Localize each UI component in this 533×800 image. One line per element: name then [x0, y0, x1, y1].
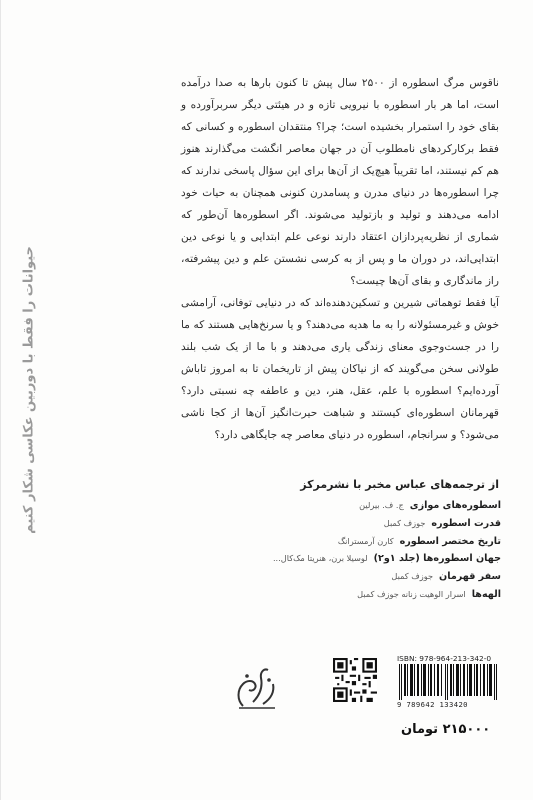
- list-item: [253, 518, 501, 536]
- publisher-logo-icon: [233, 662, 281, 712]
- book-author: جوزف کمبل: [391, 571, 434, 582]
- barcode-icon: [397, 664, 501, 700]
- list-item: [253, 500, 501, 518]
- qr-code-icon: [333, 658, 377, 702]
- description-paragraph-2: آیا فقط توهماتی شیرین و تسکین‌دهنده‌اند که در دنیایی توفانی، آرامشی خوش و غیرمسئولانه را به ما هدیه می‌دهند؟ و یا سرنخ‌هایی هستند که ما را در جست‌وجوی معنای زندگی یاری می‌دهند و با ما از یک شب بلند طولانی سخن می‌گویند که از نیاکان پیش از تاریخمان تا به امروز تاباش آورده‌ایم؟ اسطوره با علم، عقل، هنر، دین و عاطفه چه نسبتی دارد؟ قهرمانان اسطوره‌ای کیستند و شباهت حیرت‌انگیز آن‌ها از کجا ناشی می‌شود؟ و سرانجام، اسطوره در دنیای معاصر چه جایگاهی دارد؟: [181, 297, 499, 441]
- book-title: تاریخ مختصر اسطوره: [399, 535, 501, 547]
- book-author: ج. ف. بیرلین: [359, 500, 404, 510]
- description-text: [181, 72, 499, 446]
- book-title: الهه‌ها: [471, 588, 501, 600]
- price-label: ۲۱۵۰۰۰ تومان: [401, 722, 491, 737]
- book-author: کارن آرمسترانگ: [337, 535, 394, 546]
- isbn-text: ISBN: 978-964-213-342-0: [397, 654, 492, 663]
- book-title: اسطوره‌های موازی: [409, 500, 501, 511]
- description-paragraph-1: ناقوس مرگ اسطوره از ۲۵۰۰ سال پیش تا کنون بارها به صدا درآمده است، اما هر بار اسطوره با نیرویی تازه و در هیئتی دیگر سربرآورده و بقای خود را استمرار بخشیده است؛ چرا؟ منتقدان اسطوره و کسانی که فقط برکارکردهای نامطلوب آن در جهان معاصر انگشت می‌گذارند هنوز هم کم نیستند، اما تقریباً هیچ‌یک از آن‌ها برای این سؤال پاسخی ندارند که چرا اسطوره‌ها در دنیای مدرن و پسامدرن کنونی همچنان به حیات خود ادامه می‌دهند و تولید و بازتولید می‌شوند. اگر اسطوره‌ها آن‌طور که شماری از نظریه‌پردازان اعتقاد دارند نوعی علم ابتدایی و یا نوعی دین ابتدایی‌اند، در دوران ما و پس از به کرسی نشستن علم و دین پیشرفته، راز ماندگاری و بقای آن‌ها چیست؟: [181, 77, 499, 287]
- list-item: [253, 553, 501, 571]
- book-author: اسرار الوهیت زنانه جوزف کمبل: [357, 588, 466, 599]
- book-title: جهان اسطوره‌ها (جلد ۱و۲): [373, 553, 501, 565]
- book-author: لوسیلا برن، هنریتا مک‌کال...: [272, 553, 368, 564]
- book-author: جوزف کمبل: [383, 517, 426, 528]
- translations-list: [253, 500, 501, 607]
- barcode-digits: 9 789642 133420: [397, 700, 468, 709]
- list-item: [253, 536, 501, 554]
- list-item: [253, 589, 501, 607]
- book-title: قدرت اسطوره: [431, 517, 501, 529]
- translations-heading: از ترجمه‌های عباس مخبر با نشرمرکز: [300, 478, 499, 491]
- book-title: سفر قهرمان: [439, 571, 501, 583]
- spine-title: حیوانات را فقط با دوربین عکاسی شکار کنیم: [21, 246, 37, 534]
- list-item: [253, 571, 501, 589]
